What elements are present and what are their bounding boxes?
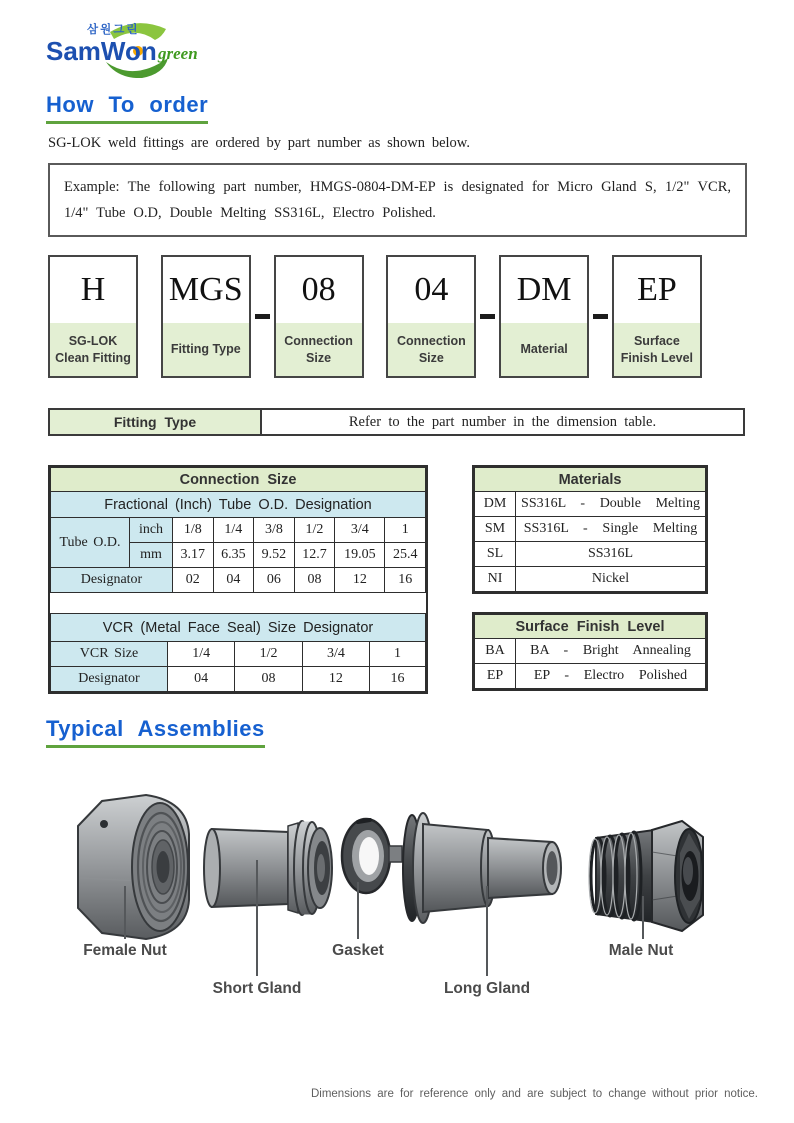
table-cell: NI — [475, 567, 516, 592]
table-cell: SS316L - Double Melting — [516, 492, 706, 517]
table-cell: 16 — [370, 667, 426, 692]
part-segment — [161, 255, 251, 378]
table-cell: 3/8 — [254, 518, 295, 543]
table-row — [475, 639, 706, 664]
table-cell: 1/8 — [173, 518, 214, 543]
table-cell: 1/2 — [235, 642, 302, 667]
table-row — [475, 468, 706, 492]
segment-gap — [590, 255, 612, 378]
table-cell: 12.7 — [294, 543, 335, 568]
how-to-order-heading: How To order — [46, 92, 208, 124]
segment-gap — [251, 255, 273, 378]
part-label-long-gland: Long Gland — [443, 980, 531, 997]
logo-graphic — [40, 16, 215, 82]
table-cell: Designator — [51, 568, 173, 593]
table-cell: 06 — [254, 568, 295, 593]
company-logo — [40, 16, 215, 87]
intro-text: SG-LOK weld fittings are ordered by part number as shown below. — [48, 135, 470, 151]
part-segment — [274, 255, 364, 378]
logo-green-text: green — [158, 44, 198, 63]
segment-code: 04 — [414, 271, 449, 308]
table-row — [51, 614, 426, 642]
table-cell: 1/4 — [168, 642, 235, 667]
table-cell: BA - Bright Annealing — [516, 639, 706, 664]
materials-table — [472, 465, 708, 594]
table-row — [51, 667, 426, 692]
table-cell: VCR Size — [51, 642, 168, 667]
segment-label: SG-LOK Clean Fitting — [50, 323, 136, 376]
table-cell: 3/4 — [335, 518, 385, 543]
table-row — [475, 615, 706, 639]
logo-name-text: SamWon — [46, 36, 157, 66]
table-row — [51, 492, 426, 518]
table-cell: SS316L — [516, 542, 706, 567]
table-row — [475, 567, 706, 592]
male-nut-part — [589, 821, 703, 931]
table-cell: 1/4 — [213, 518, 254, 543]
footer-disclaimer: Dimensions are for reference only and are subject to change without prior notice. — [310, 1088, 758, 1100]
part-segment — [612, 255, 702, 378]
table-cell: EP - Electro Polished — [516, 664, 706, 689]
table-cell: 08 — [294, 568, 335, 593]
example-box: Example: The following part number, HMGS-0804-DM-EP is designated for Micro Gland S, 1/2" VCR, 1/4" Tube O.D, Double Melting SS316L, Electro Polished. — [48, 163, 747, 237]
table-cell: 3.17 — [173, 543, 214, 568]
table-row — [51, 468, 426, 492]
segment-gap — [364, 255, 386, 378]
fitting-type-label: Fitting Type — [50, 410, 262, 434]
part-label-gasket: Gasket — [332, 942, 384, 959]
part-segment — [499, 255, 589, 378]
table-cell: 02 — [173, 568, 214, 593]
segment-code: H — [80, 271, 106, 308]
table-row — [51, 568, 426, 593]
dash-separator — [593, 314, 608, 319]
long-gland-part — [403, 813, 561, 923]
segment-label: Connection Size — [276, 323, 362, 376]
table-title: Connection Size — [51, 468, 426, 492]
surface-finish-table — [472, 612, 708, 691]
table-row — [51, 518, 426, 543]
table-cell: 6.35 — [213, 543, 254, 568]
table-row — [475, 492, 706, 517]
table-cell: DM — [475, 492, 516, 517]
part-segment — [48, 255, 138, 378]
table-cell: 1 — [370, 642, 426, 667]
table-cell: 08 — [235, 667, 302, 692]
table-cell: 12 — [335, 568, 385, 593]
tube-od-table — [50, 467, 426, 593]
segment-label: Material — [501, 323, 587, 376]
table-subtitle: Fractional (Inch) Tube O.D. Designation — [51, 492, 426, 518]
table-cell: inch — [130, 518, 173, 543]
segment-code: MGS — [168, 271, 243, 308]
segment-gap — [138, 255, 160, 378]
logo-korean-text: 삼원그린 — [87, 24, 140, 36]
segment-label: Connection Size — [388, 323, 474, 376]
table-row — [51, 642, 426, 667]
table-cell: 9.52 — [254, 543, 295, 568]
part-label-male-nut: Male Nut — [608, 942, 674, 959]
table-cell: Designator — [51, 667, 168, 692]
table-cell: 12 — [302, 667, 369, 692]
fitting-type-bar — [48, 408, 745, 436]
fitting-type-value: Refer to the part number in the dimension table. — [348, 413, 657, 430]
connection-size-table — [48, 465, 428, 694]
table-cell: 16 — [385, 568, 426, 593]
part-label-female-nut: Female Nut — [83, 942, 167, 959]
table-row — [475, 542, 706, 567]
dash-separator — [255, 314, 270, 319]
vcr-size-table — [50, 613, 426, 692]
dash-separator — [480, 314, 495, 319]
table-cell: SM — [475, 517, 516, 542]
table-cell: Nickel — [516, 567, 706, 592]
table-cell: 25.4 — [385, 543, 426, 568]
female-nut-part — [78, 795, 189, 939]
table-title: VCR (Metal Face Seal) Size Designator — [51, 614, 426, 642]
gasket-part — [342, 819, 402, 893]
part-segment — [386, 255, 476, 378]
table-cell: 1/2 — [294, 518, 335, 543]
table-cell: 1 — [385, 518, 426, 543]
short-gland-part — [204, 821, 332, 915]
table-title: Surface Finish Level — [475, 615, 706, 639]
table-spacer — [50, 593, 426, 613]
part-number-breakdown — [48, 255, 702, 378]
segment-code: DM — [516, 271, 572, 308]
part-label-short-gland: Short Gland — [212, 980, 302, 997]
segment-label: Fitting Type — [163, 323, 249, 376]
segment-code: 08 — [301, 271, 336, 308]
table-row — [475, 517, 706, 542]
table-cell: SL — [475, 542, 516, 567]
table-cell: SS316L - Single Melting — [516, 517, 706, 542]
table-row — [475, 664, 706, 689]
table-title: Materials — [475, 468, 706, 492]
table-cell: 04 — [213, 568, 254, 593]
segment-code: EP — [637, 271, 677, 308]
table-cell: EP — [475, 664, 516, 689]
typical-assemblies-heading: Typical Assemblies — [46, 716, 265, 748]
segment-label: Surface Finish Level — [614, 323, 700, 376]
table-cell: 04 — [168, 667, 235, 692]
segment-gap — [477, 255, 499, 378]
table-cell: 3/4 — [302, 642, 369, 667]
table-cell: 19.05 — [335, 543, 385, 568]
table-cell: Tube O.D. — [51, 518, 130, 568]
table-cell: BA — [475, 639, 516, 664]
assembly-diagram — [40, 768, 760, 1018]
table-cell: mm — [130, 543, 173, 568]
